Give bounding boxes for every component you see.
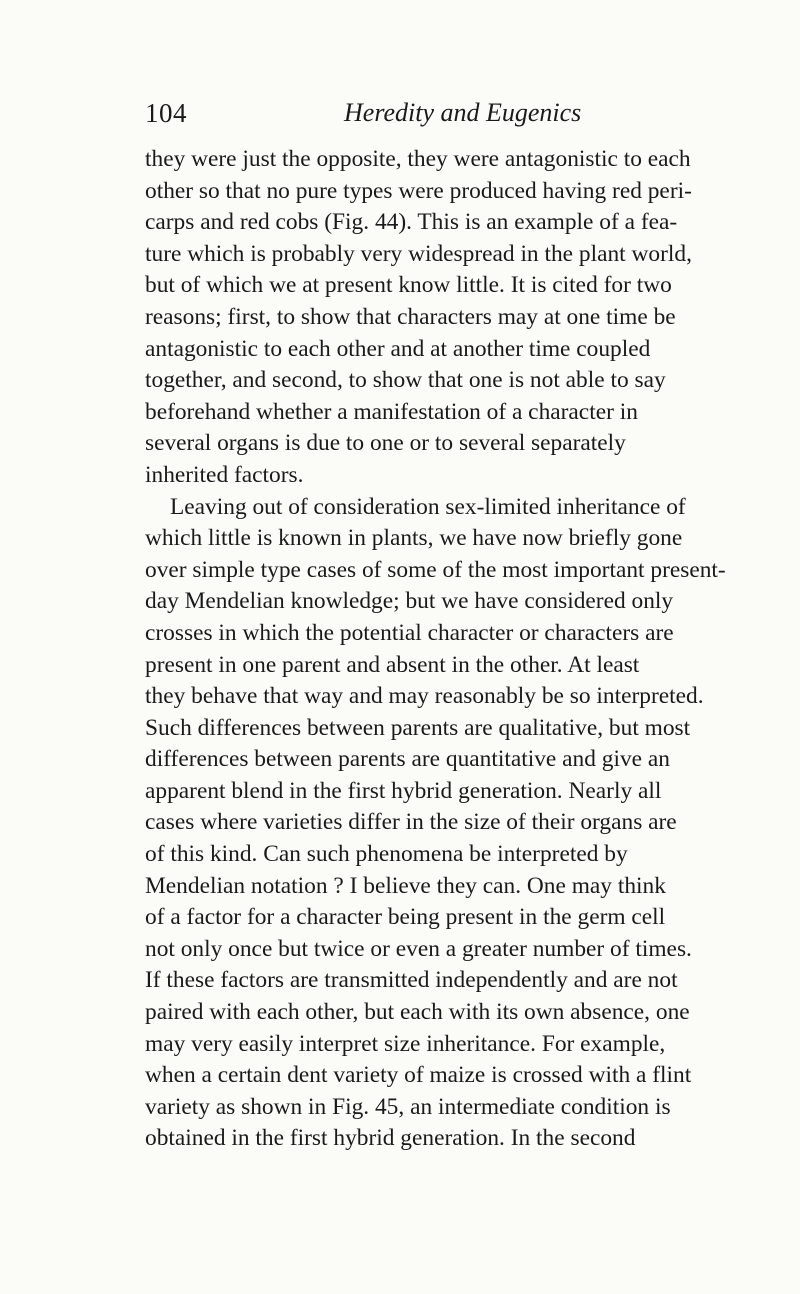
- text-line: reasons; first, to show that characters may at one time be: [145, 303, 676, 330]
- text-line: paired with each other, but each with its own absence, one: [145, 999, 690, 1026]
- text-line: differences between parents are quantitative and give an: [145, 746, 670, 773]
- page-number: 104: [145, 98, 187, 128]
- text-line: they behave that way and may reasonably be so interpreted.: [145, 683, 704, 710]
- text-line: variety as shown in Fig. 45, an intermediate condition is: [145, 1093, 671, 1120]
- text-line: together, and second, to show that one is not able to say: [145, 367, 666, 394]
- text-line: obtained in the first hybrid generation. In the second: [145, 1125, 636, 1152]
- text-line: present in one parent and absent in the other. At least: [145, 651, 640, 678]
- text-line: apparent blend in the first hybrid generation. Nearly all: [145, 777, 662, 804]
- text-line: over simple type cases of some of the most important present-: [145, 556, 726, 583]
- text-line: they were just the opposite, they were antagonistic to each: [145, 146, 691, 172]
- text-line: which little is known in plants, we have now briefly gone: [145, 525, 683, 552]
- text-line: antagonistic to each other and at another time coupled: [145, 335, 651, 362]
- text-line: of a factor for a character being present in the germ cell: [145, 904, 666, 931]
- text-line: may very easily interpret size inheritance. For example,: [145, 1030, 666, 1057]
- text-line: day Mendelian knowledge; but we have considered only: [145, 588, 674, 615]
- text-line: carps and red cobs (Fig. 44). This is an example of a fea-: [145, 209, 678, 236]
- text-line: of this kind. Can such phenomena be interpreted by: [145, 841, 628, 868]
- text-line: when a certain dent variety of maize is crossed with a flint: [145, 1062, 692, 1089]
- text-line: If these factors are transmitted independently and are not: [145, 967, 678, 994]
- running-head: [145, 93, 625, 133]
- body-text: [145, 144, 726, 1155]
- text-line: Mendelian notation ? I believe they can. One may think: [145, 872, 666, 899]
- text-line: cases where varieties differ in the size of their organs are: [145, 809, 677, 836]
- text-line: beforehand whether a manifestation of a character in: [145, 398, 638, 425]
- text-line: Such differences between parents are qualitative, but most: [145, 714, 691, 741]
- text-line: other so that no pure types were produced having red peri-: [145, 177, 692, 204]
- text-line: not only once but twice or even a greater number of times.: [145, 935, 692, 962]
- text-line: ture which is probably very widespread in the plant world,: [145, 240, 692, 267]
- paragraph-first-line: Leaving out of consideration sex-limited inheritance of: [170, 493, 686, 520]
- text-line: several organs is due to one or to several separately: [145, 430, 626, 457]
- text-line: but of which we at present know little. It is cited for two: [145, 272, 672, 299]
- running-title: Heredity and Eugenics: [344, 98, 582, 127]
- text-line: crosses in which the potential character or characters are: [145, 619, 674, 646]
- text-line: inherited factors.: [145, 461, 304, 488]
